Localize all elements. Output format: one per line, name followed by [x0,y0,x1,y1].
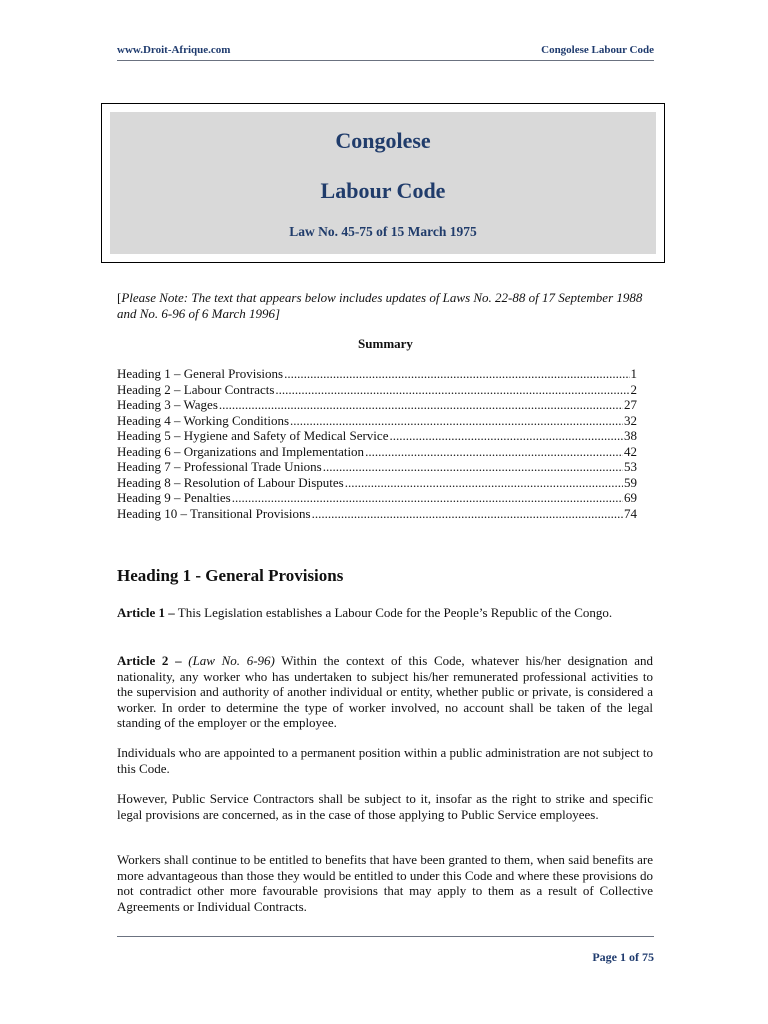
summary-item-label: Heading 8 – Resolution of Labour Disputes [117,474,344,490]
note-bracket: [ [117,290,122,305]
paragraph-workers-benefits: Workers shall continue to be entitled to benefits that have been granted to them, when said benefits are more advantageous than those they would be entitled to under this Code and where these provisions do not contradict other more favourable provisions that may apply to them as a result of Collective Agreements or Individual Contracts. [117,852,653,914]
paragraph-public-service-contractors: However, Public Service Contractors shall be subject to it, insofar as the right to strike and specific legal provisions are concerned, as in the case of those applying to Public Service employees. [117,791,653,822]
article-2-reference: (Law No. 6-96) [181,653,275,668]
summary-item-label: Heading 1 – General Provisions [117,366,284,381]
title-line-1: Congolese [335,128,431,153]
summary-item[interactable] [117,428,637,444]
title-box [101,103,665,263]
page-header [117,42,654,61]
summary-item-page: 42 [624,443,637,459]
site-url[interactable]: www.Droit-Afrique.com [117,44,231,56]
article-2 [117,653,653,731]
summary-item-label: Heading 10 – Transitional Provisions [117,505,311,521]
summary-item-page: 38 [624,428,637,443]
summary-item[interactable] [117,459,637,475]
summary-item-page: 74 [624,505,637,521]
title-line-2: Labour Code [320,178,446,203]
summary-item-label: Heading 2 – Labour Contracts [117,381,275,397]
summary-item-page: 2 [630,381,637,397]
summary-item[interactable] [117,506,637,522]
summary-item[interactable] [117,444,637,460]
article-2-label: Article 2 – [117,653,182,668]
note-text: Please Note: The text that appears below includes updates of Laws No. 22-88 of 17 September 1988 and No. 6-96 of 6 March 1996] [117,290,643,321]
title-box-inner [110,112,656,254]
law-reference: Law No. 45-75 of 15 March 1975 [289,224,477,239]
summary-item-label: Heading 7 – Professional Trade Unions [117,459,322,474]
document-title-header: Congolese Labour Code [541,44,654,56]
summary-item-page: 32 [624,412,637,428]
update-note [117,290,654,322]
article-1 [117,605,653,621]
summary-item-page: 1 [630,366,637,381]
summary-item-label: Heading 6 – Organizations and Implementation [117,443,365,459]
article-2-text: Within the context of this Code, whatever his/her designation and nationality, any worker who has undertaken to subject his/her remunerated professional activities to the supervision and authority of another individual or entity, whether public or private, is considered a worker. In order to determine the type of worker involved, no account shall be taken of the legal standing of the employer or the employee. [117,653,653,730]
summary-item-page: 53 [624,459,637,474]
summary-item[interactable] [117,397,637,413]
page-number: Page 1 of 75 [592,950,654,964]
article-1-label: Article 1 – [117,605,175,620]
summary-item[interactable] [117,366,637,382]
summary-title: Summary [358,336,413,351]
summary-item-label: Heading 3 – Wages [117,397,218,412]
summary-item-page: 69 [624,490,637,505]
summary-item-page: 27 [624,397,637,412]
article-1-text: This Legislation establishes a Labour Code for the People’s Republic of the Congo. [174,605,613,620]
summary-item[interactable] [117,413,637,429]
summary-item-label: Heading 9 – Penalties [117,490,231,505]
summary-item-label: Heading 5 – Hygiene and Safety of Medical Service [117,428,389,443]
summary-item-label: Heading 4 – Working Conditions [117,412,290,428]
summary-list [117,366,637,521]
paragraph-public-administration: Individuals who are appointed to a permanent position within a public administration are not subject to this Code. [117,745,653,776]
section-heading: Heading 1 - General Provisions [117,566,344,585]
summary-item[interactable] [117,475,637,491]
summary-item[interactable] [117,382,637,398]
footer-divider [117,936,654,937]
summary-item-page: 59 [624,474,637,490]
summary-item[interactable] [117,490,637,506]
